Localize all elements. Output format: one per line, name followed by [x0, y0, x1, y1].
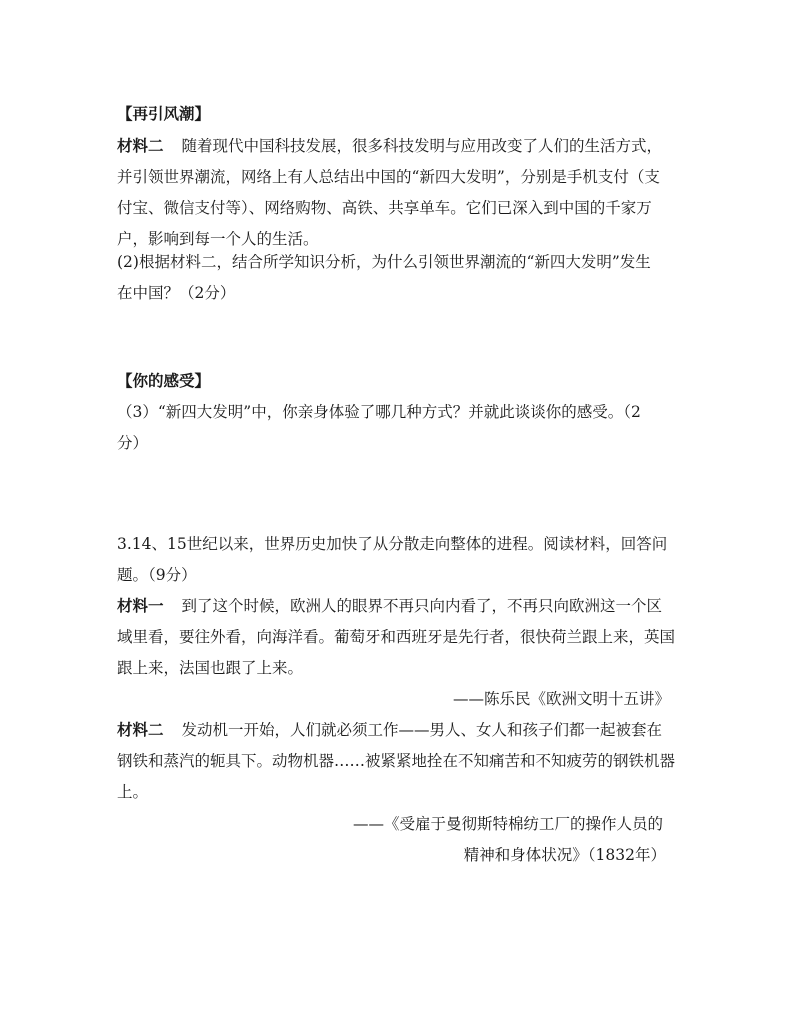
material-label: 材料二	[117, 137, 164, 155]
material-two-source-line-1: ——《受雇于曼彻斯特棉纺工厂的操作人员的	[353, 815, 664, 833]
material-two-line-1	[117, 136, 677, 156]
section-heading-renewed-trend: 【再引风潮】	[117, 105, 211, 123]
section-heading-your-feelings: 【你的感受】	[117, 372, 211, 390]
question-3-line-1: （3）“新四大发明”中，你亲身体验了哪几种方式？并就此谈谈你的感受。（2	[117, 403, 641, 421]
question-2-line-1: (2)根据材料二，结合所学知识分析，为什么引领世界潮流的“新四大发明”发生	[117, 253, 651, 271]
material-one-line-3: 跟上来，法国也跟了上来。	[117, 659, 304, 677]
material-two-b-line-3: 上。	[117, 783, 149, 801]
material-two-line-3: 付宝、微信支付等）、网络购物、高铁、共享单车。它们已深入到中国的千家万	[117, 199, 652, 217]
question-3-line-2: 分）	[117, 434, 149, 452]
material-two-line-4: 户，影响到每一个人的生活。	[117, 230, 319, 248]
material-two-source-line-2: 精神和身体状况》（1832年）	[463, 846, 666, 864]
question-2-line-2: 在中国？（2分）	[117, 284, 236, 302]
material-label: 材料二	[117, 721, 164, 739]
material-text: 到了这个时候，欧洲人的眼界不再只向内看了，不再只向欧洲这一个区	[181, 597, 663, 615]
material-text: 随着现代中国科技发展，很多科技发明与应用改变了人们的生活方式，	[181, 137, 663, 155]
material-one-source: ——陈乐民《欧洲文明十五讲》	[452, 690, 670, 708]
question-stem-line-2: 题。（9分）	[117, 566, 197, 584]
material-two-b-line-1	[117, 720, 677, 740]
material-text: 发动机一开始，人们就必须工作——男人、女人和孩子们都一起被套在	[181, 721, 663, 739]
material-two-b-line-2: 钢铁和蒸汽的轭具下。动物机器……被紧紧地拴在不知痛苦和不知疲劳的钢铁机器	[117, 752, 676, 770]
question-stem-line-1: 3.14、15世纪以来，世界历史加快了从分散走向整体的进程。阅读材料，回答问	[117, 535, 668, 553]
material-one-line-1	[117, 596, 677, 616]
material-one-line-2: 域里看，要往外看，向海洋看。葡萄牙和西班牙是先行者，很快荷兰跟上来，英国	[117, 628, 676, 646]
material-two-line-2: 并引领世界潮流，网络上有人总结出中国的“新四大发明”，分别是手机支付（支	[117, 168, 660, 186]
material-label: 材料一	[117, 597, 164, 615]
